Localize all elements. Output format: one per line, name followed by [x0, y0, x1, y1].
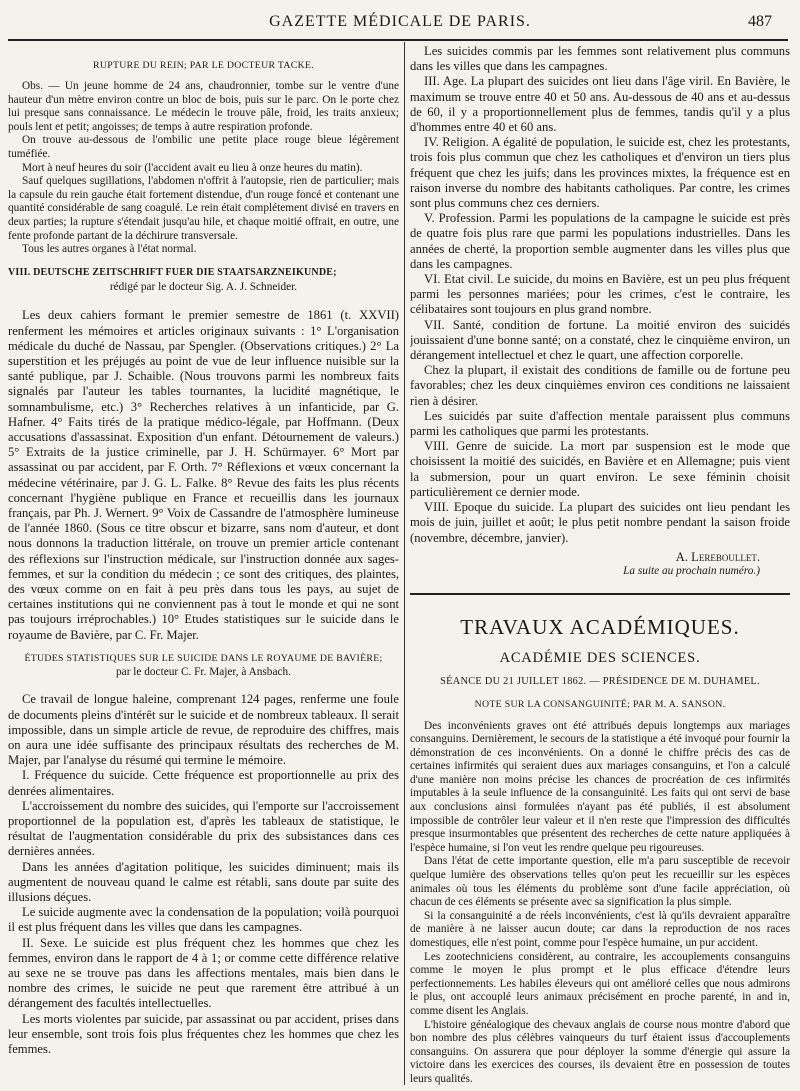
- rupture-paragraph: Mort à neuf heures du soir (l'accident avait eu lieu à onze heures du matin).: [22, 161, 363, 174]
- right-column: [410, 44, 790, 1085]
- note-heading: NOTE SUR LA CONSANGUINITÉ; PAR M. A. SANSON.: [474, 698, 726, 710]
- etudes-paragraph: Dans les années d'agitation politique, les suicides diminuent; mais ils augmentent de nouveau quand le calme est rétabli, sans doute par suite des illusions déçues.: [8, 859, 399, 905]
- suicide-paragraph: Chez la plupart, il existait des conditions de famille ou de fortune peu favorables; chez les deux cinquièmes environ ces conditions ne laissaient rien à désirer.: [410, 363, 790, 408]
- journal-title: GAZETTE MÉDICALE DE PARIS.: [269, 13, 531, 30]
- suicide-paragraph: Les suicidés par suite d'affection mentale paraissent plus communs parmi les catholiques que parmi les protestants.: [410, 408, 790, 439]
- travaux-heading: TRAVAUX ACADÉMIQUES.: [460, 614, 740, 639]
- deutsche-subheading: rédigé par le docteur Sig. A. J. Schneider.: [109, 280, 298, 293]
- etudes-paragraph: Le suicide augmente avec la condensation de la population; voilà pourquoi il est plus fréquent dans les villes que dans les campagnes.: [8, 905, 399, 935]
- rupture-paragraph: Sauf quelques sugillations, l'abdomen n'offrit à l'autopsie, rien de particulier; mais la capsule du rein gauche était fortement distendue, d'un rouge foncé et contenant une quantité considérable de sang coagulé. Le rein était complétement divisé en travers en deux parties; la rupture s'étendait jusqu'au hile, et chaque moitié offrait, en outre, une fente profonde partant de la déchirure transversale.: [8, 175, 399, 242]
- author-signature: A. Lereboullet.: [675, 549, 760, 564]
- rupture-paragraph: On trouve au-dessous de l'ombilic une petite place rouge bleue légèrement tuméfiée.: [8, 134, 399, 160]
- note-paragraph: Dans l'état de cette importante question, elle m'a paru susceptible de recevoir quelque lumière des observations telles qu'on peut les recueillir sur les espèces animales où tous les éléments du problème sont d'une facile appréciation, où chacun de ces éléments se présente avec sa signification la plus simple.: [410, 855, 790, 909]
- suicide-paragraph: III. Age. La plupart des suicides ont lieu dans l'âge viril. En Bavière, le maximum se trouve entre 40 et 50 ans. Au-dessous de 40 ans et au-dessus de 60, il y a proportionnellement plus de femmes, tandis qu'il y a plus d'hommes entre 40 et 60 ans.: [410, 74, 790, 135]
- rupture-paragraph: Obs. — Un jeune homme de 24 ans, chaudronnier, tombe sur le ventre d'une hauteur d'un mètre environ contre un bloc de bois, puis sur le parc. On le porte chez lui presque sans connaissance. Le médecin le trouve pâle, froid, les traits anxieux; pouls lent et petit; angoisses; de temps à autre respiration profonde.: [8, 80, 399, 133]
- suicide-paragraph: VI. Etat civil. Le suicide, du moins en Bavière, est un peu plus fréquent parmi les personnes mariées; pour les crimes, c'est le contraire, les célibataires sont toujours en plus grand nombre.: [410, 272, 790, 317]
- deutsche-heading: VIII. DEUTSCHE ZEITSCHRIFT FUER DIE STAATSARZNEIKUNDE;: [8, 266, 337, 278]
- header-rule: [8, 39, 788, 41]
- suicide-paragraph: VII. Santé, condition de fortune. La moitié environ des suicidés jouissaient d'une bonne santé; on a constaté, chez le cinquième environ, un dérangement intellectuel et chez le quart, une affection corporelle.: [410, 317, 790, 363]
- note-paragraph: Les zootechniciens considèrent, au contraire, les accouplements consanguins comme le moyen le plus prompt et le plus efficace d'étendre leurs perfectionnements. Les habiles éleveurs qui ont amélioré celles que nous admirons le plus, ont accouplé leurs animaux précisément en proche parenté, in and in, comme disent les Anglais.: [410, 950, 790, 1017]
- suicide-paragraph: V. Profession. Parmi les populations de la campagne le suicide est près de quatre fois plus rare que parmi les populations industrielles. Dans les années de cherté, la proportion semble augmenter dans les villes plus que dans les campagnes.: [410, 211, 790, 271]
- note-paragraph: Des inconvénients graves ont été attribués depuis longtemps aux mariages consanguins. Dernièrement, le secours de la statistique a été invoqué pour fournir la démonstration de ces inconvénients. On a donné le chiffre précis des cas de certaines infirmités qui seraient dues aux mariages consanguins, et l'on a calculé d'une manière non moins précise les chances de procréation de ces infirmités imputables à la seule influence de la consanguinité. Les faits qui ont servi de base aux conclusions ainsi formulées n'ayant pas été publiés, il est absolument impossible de contrôler leur valeur et il n'en reste que l'impression des difficultés presque insurmontables que présentent des recherches de cette nature appliquées à l'espèce humaine, si l'on veut les rendre quelque peu rigoureuses.: [410, 719, 790, 854]
- page-number: 487: [748, 13, 772, 30]
- etudes-paragraph: L'accroissement du nombre des suicides, qui l'emporte sur l'accroissement proportionnel de la population est, d'après les tableaux de statistique, le résultat de l'augmentation considérable du prix des subsistances dans ces dernières années.: [8, 798, 399, 859]
- note-paragraph: Si la consanguinité a de réels inconvénients, c'est là qu'ils devraient apparaître de manière à ne laisser aucun doute; car dans la reproduction de nos races domestiques, elle n'est point, comme pour l'espèce humaine, un pur accident.: [410, 909, 790, 949]
- continued-note: La suite au prochain numéro.): [623, 564, 760, 577]
- etudes-paragraph: Ce travail de longue haleine, comprenant 124 pages, renferme une foule de documents pleins d'intérêt sur le suicide et de nombreux tableaux. Il serait impossible, dans un simple article de revue, de reproduire des chiffres, mais on aura une idée suffisante des principaux résultats des recherches de M. Majer, par l'analyse du résumé qui termine le mémoire.: [8, 692, 399, 768]
- academie-heading: ACADÉMIE DES SCIENCES.: [499, 649, 701, 666]
- rupture-paragraph: Tous les autres organes à l'état normal.: [22, 243, 197, 256]
- left-column: [8, 44, 399, 1085]
- etudes-paragraph: I. Fréquence du suicide. Cette fréquence est proportionnelle au prix des denrées alimentaires.: [8, 768, 399, 798]
- page-header: [0, 0, 800, 40]
- seance-line: SÉANCE DU 21 JUILLET 1862. — PRÉSIDENCE DE M. DUHAMEL.: [440, 675, 760, 687]
- suicide-paragraph: Les suicides commis par les femmes sont relativement plus communs dans les villes que dans les campagnes.: [410, 44, 790, 74]
- etudes-paragraph: Les morts violentes par suicide, par assassinat ou par accident, prises dans leur ensemble, sont trois fois plus fréquentes chez les hommes que chez les femmes.: [8, 1011, 399, 1057]
- deutsche-paragraph: Les deux cahiers formant le premier semestre de 1861 (t. XXVII) renferment les mémoires et articles originaux suivants : 1° L'organisation médicale du duché de Nassau, par Spengler. (Observations critiques.) 2° La superstition et les préjugés au point de vue de leur influence nuisible sur la santé publique, par J. Schaible. (Nous trouvons parmi les nombreux faits signalés par l'auteur les tables tournantes, la lucidité magnétique, le somnambulisme, etc.) 3° Recherches relatives à un infanticide, par G. Hafner. 4° Faits tirés de la pratique médico-légale, par Hoffmann. (Deux accusations d'assassinat. Exposition d'un enfant. Détournement de valeurs.) 5° Extraits de la justice criminelle, par J. H. Schürmayer. 6° Mort par assassinat ou par accident, par F. Orth. 7° Réflexions et vœux concernant la médecine vétérinaire, par J. G. L. Falke. 8° Revue des faits les plus récents concernant l'hygiène publique en France et recueillis dans les journaux français, par Ph. J. Wernert. 9° Voix de Cassandre de l'atmosphère lumineuse de l'année 1860. (Sous ce titre obscur et bizarre, sans nom d'auteur, et dont nous donnons la traduction littérale, on trouve un premier article contenant des réflexions sur l'instruction médicale, sur l'instruction donnée aux sages-femmes, et sur la condition du médecin ; ce sont des critiques, des plaintes, des vœux comme on en fait à peu près dans tous les pays, au sujet de certaines institutions qui ne conviennent pas à tout le monde et qui ne sont pas toujours irréprochables.) 10° Etudes statistiques sur le suicide dans le royaume de Bavière, par C. Fr. Majer.: [8, 308, 399, 642]
- column-divider: [404, 42, 405, 1085]
- etudes-paragraph: II. Sexe. Le suicide est plus fréquent chez les hommes que chez les femmes, environ dans le rapport de 4 à 1; or comme cette différence relative au sexe ne se trouve pas dans les affections mentales, mais bien dans le nombre des crimes, le suicide ne peut que rarement être attribué à un dérangement des facultés intellectuelles.: [8, 935, 399, 1011]
- rupture-heading: RUPTURE DU REIN; PAR LE DOCTEUR TACKE.: [93, 60, 314, 71]
- etudes-subheading: par le docteur C. Fr. Majer, à Ansbach.: [116, 665, 291, 678]
- note-paragraph: L'histoire généalogique des chevaux anglais de course nous montre d'abord que bon nombre des plus célèbres vainqueurs du turf étaient issus d'accouplements consanguins. On assurera que pour déployer la somme d'énergie qui assure la victoire dans les exercices des courses, ils devaient être en possession de toutes leurs qualités.: [410, 1018, 790, 1085]
- suicide-paragraph: VIII. Genre de suicide. La mort par suspension est le mode que choisissent la moitié des suicidés, en Bavière et en Allemagne; puis vient la submersion, pour un quart environ. Le sexe féminin choisit particulièrement ce dernier mode.: [410, 439, 790, 499]
- suicide-paragraph: VIII. Epoque du suicide. La plupart des suicides ont lieu pendant les mois de juin, juillet et août; le plus petit nombre pendant la saison froide (novembre, décembre, janvier).: [410, 500, 790, 545]
- etudes-heading: ÉTUDES STATISTIQUES SUR LE SUICIDE DANS LE ROYAUME DE BAVIÈRE;: [24, 652, 383, 664]
- suicide-paragraph: IV. Religion. A égalité de population, le suicide est, chez les protestants, trois fois plus commun que chez les catholiques et d'environ un tiers plus fréquent que chez les juifs; dans les provinces mixtes, la fréquence est en raison inverse du nombre des habitants catholiques. Par contre, les crimes sont plus communs chez ces derniers.: [410, 135, 790, 211]
